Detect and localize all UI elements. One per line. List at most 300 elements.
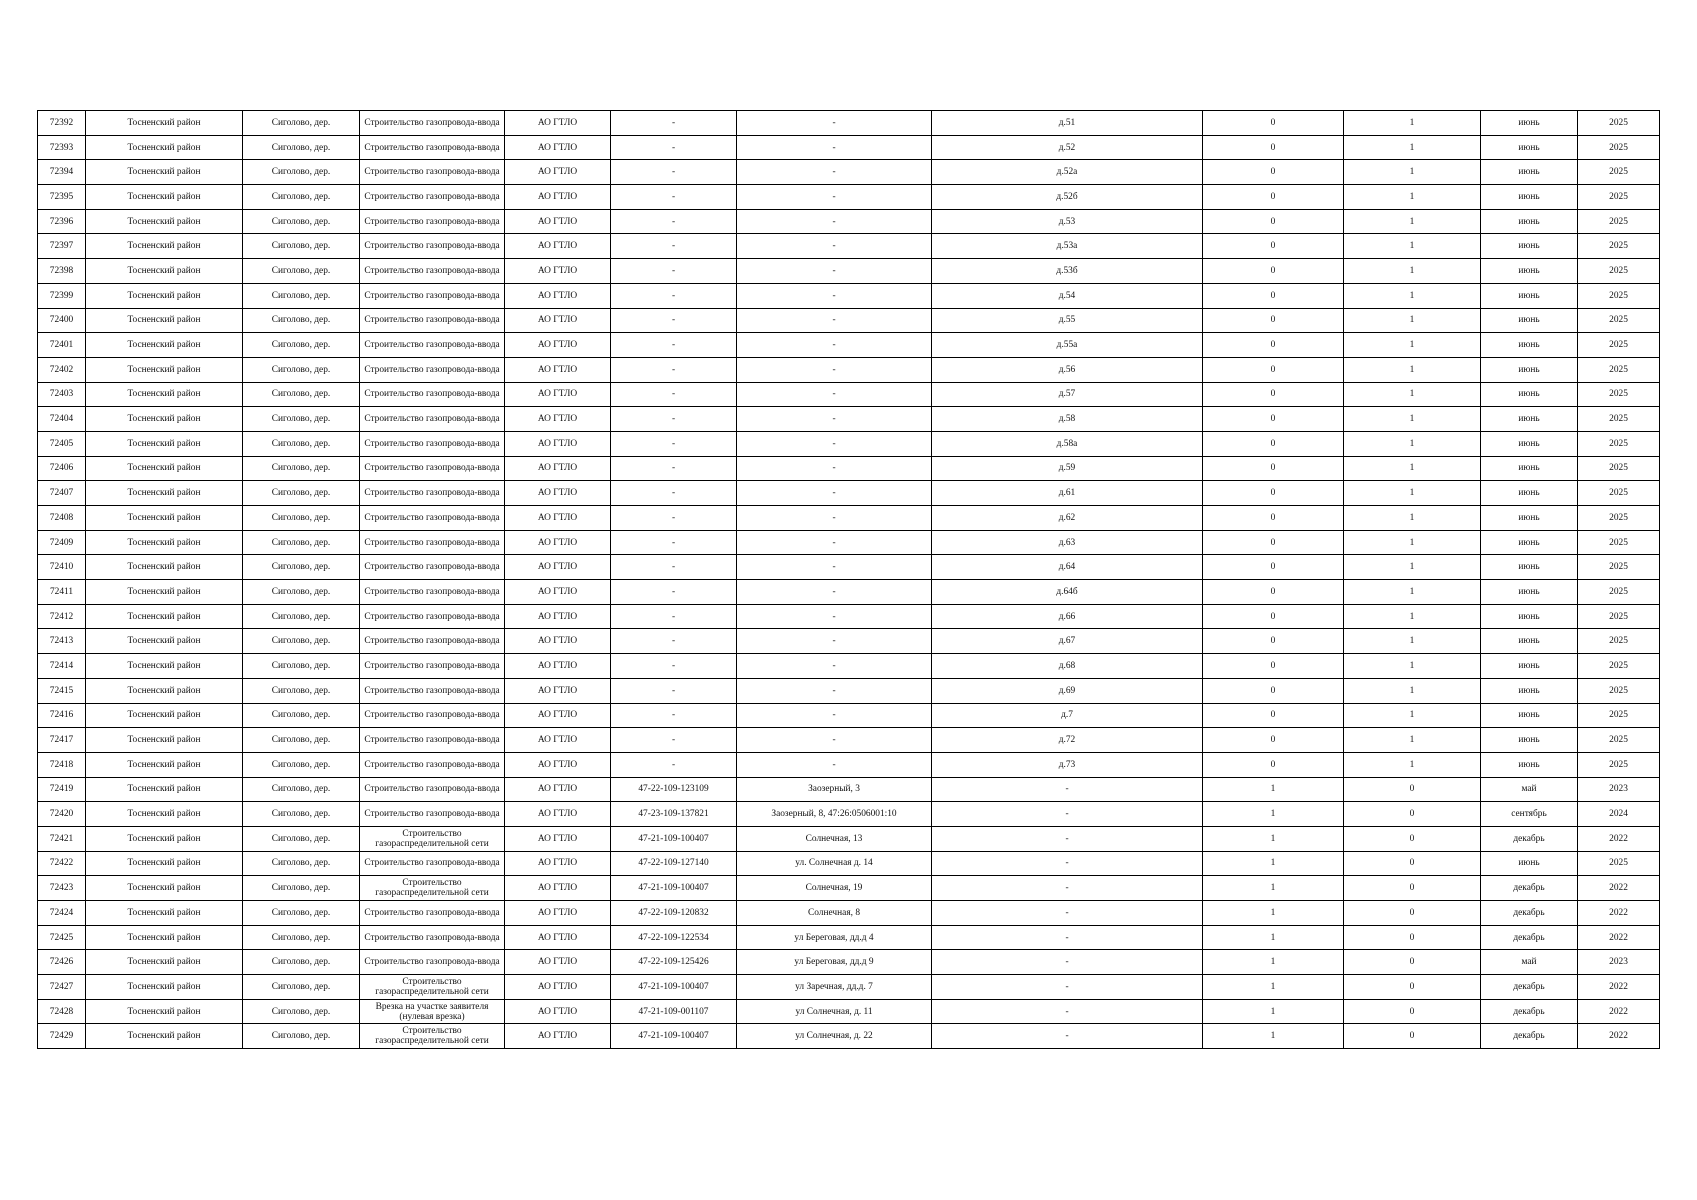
address-cell: - xyxy=(737,604,932,629)
year-cell: 2025 xyxy=(1578,357,1660,382)
month-cell: декабрь xyxy=(1481,925,1578,950)
house-cell: - xyxy=(932,777,1203,802)
settlement-cell: Сиголово, дер. xyxy=(243,357,360,382)
organization-cell: АО ГТЛО xyxy=(505,481,611,506)
address-cell: - xyxy=(737,135,932,160)
organization-cell: АО ГТЛО xyxy=(505,506,611,531)
year-cell: 2025 xyxy=(1578,604,1660,629)
month-cell: июнь xyxy=(1481,728,1578,753)
house-cell: д.55а xyxy=(932,333,1203,358)
organization-cell: АО ГТЛО xyxy=(505,234,611,259)
year-cell: 2025 xyxy=(1578,530,1660,555)
house-cell: д.53б xyxy=(932,259,1203,284)
district-cell: Тосненский район xyxy=(86,456,243,481)
district-cell: Тосненский район xyxy=(86,752,243,777)
organization-cell: АО ГТЛО xyxy=(505,580,611,605)
settlement-cell: Сиголово, дер. xyxy=(243,678,360,703)
organization-cell: АО ГТЛО xyxy=(505,802,611,827)
work-type-cell: Строительство газопровода-ввода xyxy=(360,234,505,259)
count-a-cell: 0 xyxy=(1203,678,1344,703)
count-a-cell: 0 xyxy=(1203,580,1344,605)
year-cell: 2025 xyxy=(1578,851,1660,876)
organization-cell: АО ГТЛО xyxy=(505,135,611,160)
address-cell: - xyxy=(737,209,932,234)
table-row xyxy=(38,185,1660,210)
count-b-cell: 1 xyxy=(1344,456,1481,481)
settlement-cell: Сиголово, дер. xyxy=(243,308,360,333)
work-type-cell: Строительство газопровода-ввода xyxy=(360,135,505,160)
settlement-cell: Сиголово, дер. xyxy=(243,851,360,876)
count-a-cell: 0 xyxy=(1203,234,1344,259)
application-number-cell: - xyxy=(611,234,737,259)
year-cell: 2025 xyxy=(1578,703,1660,728)
month-cell: июнь xyxy=(1481,555,1578,580)
house-cell: д.53 xyxy=(932,209,1203,234)
organization-cell: АО ГТЛО xyxy=(505,777,611,802)
count-a-cell: 0 xyxy=(1203,283,1344,308)
month-cell: декабрь xyxy=(1481,901,1578,926)
settlement-cell: Сиголово, дер. xyxy=(243,530,360,555)
house-cell: д.54 xyxy=(932,283,1203,308)
count-a-cell: 0 xyxy=(1203,481,1344,506)
address-cell: - xyxy=(737,283,932,308)
work-type-cell: Строительство газопровода-ввода xyxy=(360,629,505,654)
count-b-cell: 1 xyxy=(1344,160,1481,185)
address-cell: Солнечная, 8 xyxy=(737,901,932,926)
application-number-cell: - xyxy=(611,678,737,703)
month-cell: декабрь xyxy=(1481,1024,1578,1049)
settlement-cell: Сиголово, дер. xyxy=(243,407,360,432)
district-cell: Тосненский район xyxy=(86,308,243,333)
count-b-cell: 0 xyxy=(1344,802,1481,827)
application-number-cell: 47-21-109-100407 xyxy=(611,1024,737,1049)
application-number-cell: - xyxy=(611,259,737,284)
work-type-cell: Строительство газопровода-ввода xyxy=(360,407,505,432)
row-number-cell: 72422 xyxy=(38,851,86,876)
district-cell: Тосненский район xyxy=(86,728,243,753)
year-cell: 2025 xyxy=(1578,481,1660,506)
count-a-cell: 0 xyxy=(1203,135,1344,160)
count-a-cell: 0 xyxy=(1203,382,1344,407)
work-type-cell: Строительство газопровода-ввода xyxy=(360,703,505,728)
district-cell: Тосненский район xyxy=(86,777,243,802)
application-number-cell: - xyxy=(611,530,737,555)
count-a-cell: 0 xyxy=(1203,456,1344,481)
work-type-cell: Строительство газопровода-ввода xyxy=(360,333,505,358)
table-row xyxy=(38,160,1660,185)
settlement-cell: Сиголово, дер. xyxy=(243,876,360,901)
count-a-cell: 0 xyxy=(1203,111,1344,136)
work-type-cell: Строительство газопровода-ввода xyxy=(360,728,505,753)
month-cell: июнь xyxy=(1481,703,1578,728)
settlement-cell: Сиголово, дер. xyxy=(243,259,360,284)
organization-cell: АО ГТЛО xyxy=(505,678,611,703)
year-cell: 2025 xyxy=(1578,752,1660,777)
count-b-cell: 1 xyxy=(1344,703,1481,728)
month-cell: декабрь xyxy=(1481,999,1578,1024)
district-cell: Тосненский район xyxy=(86,950,243,975)
year-cell: 2023 xyxy=(1578,950,1660,975)
organization-cell: АО ГТЛО xyxy=(505,950,611,975)
table-row xyxy=(38,456,1660,481)
count-a-cell: 1 xyxy=(1203,826,1344,851)
count-b-cell: 1 xyxy=(1344,185,1481,210)
settlement-cell: Сиголово, дер. xyxy=(243,925,360,950)
district-cell: Тосненский район xyxy=(86,678,243,703)
year-cell: 2025 xyxy=(1578,580,1660,605)
row-number-cell: 72406 xyxy=(38,456,86,481)
table-row xyxy=(38,703,1660,728)
month-cell: июнь xyxy=(1481,604,1578,629)
table-row xyxy=(38,431,1660,456)
work-type-cell: Строительство газопровода-ввода xyxy=(360,259,505,284)
count-a-cell: 0 xyxy=(1203,209,1344,234)
organization-cell: АО ГТЛО xyxy=(505,975,611,1000)
table-row xyxy=(38,752,1660,777)
year-cell: 2025 xyxy=(1578,728,1660,753)
organization-cell: АО ГТЛО xyxy=(505,185,611,210)
application-number-cell: - xyxy=(611,555,737,580)
application-number-cell: 47-21-109-001107 xyxy=(611,999,737,1024)
house-cell: д.59 xyxy=(932,456,1203,481)
district-cell: Тосненский район xyxy=(86,357,243,382)
work-type-cell: Строительство газопровода-ввода xyxy=(360,752,505,777)
district-cell: Тосненский район xyxy=(86,851,243,876)
row-number-cell: 72405 xyxy=(38,431,86,456)
year-cell: 2023 xyxy=(1578,777,1660,802)
settlement-cell: Сиголово, дер. xyxy=(243,901,360,926)
count-b-cell: 0 xyxy=(1344,876,1481,901)
district-cell: Тосненский район xyxy=(86,481,243,506)
work-type-cell: Строительство газопровода-ввода xyxy=(360,382,505,407)
count-a-cell: 1 xyxy=(1203,1024,1344,1049)
district-cell: Тосненский район xyxy=(86,580,243,605)
count-b-cell: 1 xyxy=(1344,234,1481,259)
settlement-cell: Сиголово, дер. xyxy=(243,431,360,456)
organization-cell: АО ГТЛО xyxy=(505,160,611,185)
table-row xyxy=(38,234,1660,259)
work-type-cell: Строительство газопровода-ввода xyxy=(360,580,505,605)
organization-cell: АО ГТЛО xyxy=(505,752,611,777)
row-number-cell: 72394 xyxy=(38,160,86,185)
address-cell: - xyxy=(737,357,932,382)
address-cell: ул Солнечная, д. 11 xyxy=(737,999,932,1024)
application-number-cell: - xyxy=(611,283,737,308)
house-cell: д.73 xyxy=(932,752,1203,777)
settlement-cell: Сиголово, дер. xyxy=(243,481,360,506)
application-number-cell: - xyxy=(611,431,737,456)
table-row xyxy=(38,802,1660,827)
work-type-cell: Строительство газопровода-ввода xyxy=(360,802,505,827)
settlement-cell: Сиголово, дер. xyxy=(243,283,360,308)
address-cell: ул. Солнечная д. 14 xyxy=(737,851,932,876)
house-cell: д.64 xyxy=(932,555,1203,580)
count-b-cell: 1 xyxy=(1344,506,1481,531)
district-cell: Тосненский район xyxy=(86,604,243,629)
organization-cell: АО ГТЛО xyxy=(505,999,611,1024)
row-number-cell: 72415 xyxy=(38,678,86,703)
house-cell: д.58 xyxy=(932,407,1203,432)
house-cell: - xyxy=(932,925,1203,950)
row-number-cell: 72417 xyxy=(38,728,86,753)
application-number-cell: - xyxy=(611,209,737,234)
count-a-cell: 1 xyxy=(1203,999,1344,1024)
year-cell: 2022 xyxy=(1578,925,1660,950)
house-cell: д.55 xyxy=(932,308,1203,333)
count-a-cell: 0 xyxy=(1203,160,1344,185)
address-cell: ул Береговая, дд.д 4 xyxy=(737,925,932,950)
work-type-cell: Строительство газораспределительной сети xyxy=(360,975,505,1000)
settlement-cell: Сиголово, дер. xyxy=(243,802,360,827)
work-type-cell: Строительство газопровода-ввода xyxy=(360,456,505,481)
work-type-cell: Строительство газопровода-ввода xyxy=(360,530,505,555)
application-number-cell: 47-23-109-137821 xyxy=(611,802,737,827)
row-number-cell: 72424 xyxy=(38,901,86,926)
year-cell: 2025 xyxy=(1578,382,1660,407)
organization-cell: АО ГТЛО xyxy=(505,703,611,728)
year-cell: 2025 xyxy=(1578,185,1660,210)
organization-cell: АО ГТЛО xyxy=(505,1024,611,1049)
settlement-cell: Сиголово, дер. xyxy=(243,580,360,605)
work-type-cell: Строительство газопровода-ввода xyxy=(360,481,505,506)
work-type-cell: Строительство газопровода-ввода xyxy=(360,308,505,333)
year-cell: 2025 xyxy=(1578,308,1660,333)
row-number-cell: 72392 xyxy=(38,111,86,136)
count-a-cell: 0 xyxy=(1203,185,1344,210)
district-cell: Тосненский район xyxy=(86,160,243,185)
district-cell: Тосненский район xyxy=(86,1024,243,1049)
table-row xyxy=(38,481,1660,506)
count-b-cell: 1 xyxy=(1344,431,1481,456)
month-cell: июнь xyxy=(1481,135,1578,160)
district-cell: Тосненский район xyxy=(86,234,243,259)
table-row xyxy=(38,950,1660,975)
table-row xyxy=(38,975,1660,1000)
settlement-cell: Сиголово, дер. xyxy=(243,826,360,851)
table-row xyxy=(38,135,1660,160)
month-cell: декабрь xyxy=(1481,876,1578,901)
month-cell: июнь xyxy=(1481,580,1578,605)
house-cell: - xyxy=(932,802,1203,827)
organization-cell: АО ГТЛО xyxy=(505,456,611,481)
table-row xyxy=(38,111,1660,136)
address-cell: - xyxy=(737,456,932,481)
month-cell: июнь xyxy=(1481,407,1578,432)
table-row xyxy=(38,382,1660,407)
address-cell: - xyxy=(737,678,932,703)
address-cell: - xyxy=(737,703,932,728)
address-cell: - xyxy=(737,629,932,654)
table-row xyxy=(38,580,1660,605)
count-a-cell: 1 xyxy=(1203,975,1344,1000)
row-number-cell: 72419 xyxy=(38,777,86,802)
year-cell: 2022 xyxy=(1578,901,1660,926)
month-cell: июнь xyxy=(1481,678,1578,703)
count-b-cell: 0 xyxy=(1344,826,1481,851)
table-row xyxy=(38,999,1660,1024)
district-cell: Тосненский район xyxy=(86,826,243,851)
year-cell: 2025 xyxy=(1578,629,1660,654)
month-cell: июнь xyxy=(1481,456,1578,481)
work-type-cell: Строительство газопровода-ввода xyxy=(360,555,505,580)
year-cell: 2025 xyxy=(1578,283,1660,308)
organization-cell: АО ГТЛО xyxy=(505,283,611,308)
row-number-cell: 72409 xyxy=(38,530,86,555)
year-cell: 2025 xyxy=(1578,259,1660,284)
row-number-cell: 72426 xyxy=(38,950,86,975)
district-cell: Тосненский район xyxy=(86,901,243,926)
count-a-cell: 0 xyxy=(1203,308,1344,333)
settlement-cell: Сиголово, дер. xyxy=(243,135,360,160)
house-cell: д.7 xyxy=(932,703,1203,728)
district-cell: Тосненский район xyxy=(86,555,243,580)
count-b-cell: 1 xyxy=(1344,728,1481,753)
table-row xyxy=(38,629,1660,654)
organization-cell: АО ГТЛО xyxy=(505,728,611,753)
count-a-cell: 1 xyxy=(1203,901,1344,926)
district-cell: Тосненский район xyxy=(86,209,243,234)
count-b-cell: 0 xyxy=(1344,950,1481,975)
settlement-cell: Сиголово, дер. xyxy=(243,185,360,210)
year-cell: 2025 xyxy=(1578,111,1660,136)
count-b-cell: 0 xyxy=(1344,925,1481,950)
month-cell: декабрь xyxy=(1481,826,1578,851)
work-type-cell: Строительство газопровода-ввода xyxy=(360,851,505,876)
month-cell: июнь xyxy=(1481,629,1578,654)
settlement-cell: Сиголово, дер. xyxy=(243,555,360,580)
row-number-cell: 72407 xyxy=(38,481,86,506)
district-cell: Тосненский район xyxy=(86,925,243,950)
application-number-cell: - xyxy=(611,728,737,753)
district-cell: Тосненский район xyxy=(86,135,243,160)
row-number-cell: 72395 xyxy=(38,185,86,210)
month-cell: май xyxy=(1481,777,1578,802)
year-cell: 2025 xyxy=(1578,160,1660,185)
row-number-cell: 72396 xyxy=(38,209,86,234)
month-cell: июнь xyxy=(1481,160,1578,185)
count-b-cell: 1 xyxy=(1344,530,1481,555)
work-type-cell: Строительство газопровода-ввода xyxy=(360,506,505,531)
organization-cell: АО ГТЛО xyxy=(505,357,611,382)
work-type-cell: Строительство газопровода-ввода xyxy=(360,185,505,210)
address-cell: ул Заречная, дд.д. 7 xyxy=(737,975,932,1000)
row-number-cell: 72408 xyxy=(38,506,86,531)
address-cell: - xyxy=(737,555,932,580)
table-row xyxy=(38,777,1660,802)
table-row xyxy=(38,407,1660,432)
table-row xyxy=(38,530,1660,555)
row-number-cell: 72427 xyxy=(38,975,86,1000)
year-cell: 2025 xyxy=(1578,506,1660,531)
row-number-cell: 72401 xyxy=(38,333,86,358)
work-type-cell: Строительство газопровода-ввода xyxy=(360,678,505,703)
house-cell: д.69 xyxy=(932,678,1203,703)
count-a-cell: 0 xyxy=(1203,530,1344,555)
address-cell: - xyxy=(737,752,932,777)
organization-cell: АО ГТЛО xyxy=(505,629,611,654)
count-b-cell: 0 xyxy=(1344,901,1481,926)
year-cell: 2025 xyxy=(1578,431,1660,456)
house-cell: д.57 xyxy=(932,382,1203,407)
month-cell: июнь xyxy=(1481,209,1578,234)
settlement-cell: Сиголово, дер. xyxy=(243,209,360,234)
month-cell: июнь xyxy=(1481,851,1578,876)
row-number-cell: 72423 xyxy=(38,876,86,901)
address-cell: Солнечная, 13 xyxy=(737,826,932,851)
application-number-cell: - xyxy=(611,580,737,605)
year-cell: 2025 xyxy=(1578,209,1660,234)
count-a-cell: 1 xyxy=(1203,876,1344,901)
work-type-cell: Строительство газопровода-ввода xyxy=(360,160,505,185)
house-cell: д.61 xyxy=(932,481,1203,506)
application-number-cell: - xyxy=(611,160,737,185)
year-cell: 2022 xyxy=(1578,826,1660,851)
application-number-cell: - xyxy=(611,456,737,481)
address-cell: - xyxy=(737,333,932,358)
organization-cell: АО ГТЛО xyxy=(505,259,611,284)
house-cell: д.66 xyxy=(932,604,1203,629)
count-b-cell: 1 xyxy=(1344,555,1481,580)
count-b-cell: 1 xyxy=(1344,654,1481,679)
application-number-cell: 47-21-109-100407 xyxy=(611,826,737,851)
month-cell: июнь xyxy=(1481,333,1578,358)
settlement-cell: Сиголово, дер. xyxy=(243,629,360,654)
house-cell: д.62 xyxy=(932,506,1203,531)
row-number-cell: 72425 xyxy=(38,925,86,950)
work-type-cell: Строительство газопровода-ввода xyxy=(360,654,505,679)
work-type-cell: Строительство газопровода-ввода xyxy=(360,901,505,926)
month-cell: сентябрь xyxy=(1481,802,1578,827)
settlement-cell: Сиголово, дер. xyxy=(243,234,360,259)
organization-cell: АО ГТЛО xyxy=(505,901,611,926)
application-number-cell: - xyxy=(611,407,737,432)
organization-cell: АО ГТЛО xyxy=(505,209,611,234)
address-cell: - xyxy=(737,506,932,531)
count-b-cell: 1 xyxy=(1344,604,1481,629)
count-b-cell: 1 xyxy=(1344,308,1481,333)
settlement-cell: Сиголово, дер. xyxy=(243,777,360,802)
table-row xyxy=(38,308,1660,333)
address-cell: ул Береговая, дд.д 9 xyxy=(737,950,932,975)
application-number-cell: - xyxy=(611,308,737,333)
year-cell: 2025 xyxy=(1578,407,1660,432)
table-row xyxy=(38,283,1660,308)
count-a-cell: 0 xyxy=(1203,333,1344,358)
row-number-cell: 72428 xyxy=(38,999,86,1024)
organization-cell: АО ГТЛО xyxy=(505,530,611,555)
count-a-cell: 0 xyxy=(1203,629,1344,654)
count-a-cell: 0 xyxy=(1203,728,1344,753)
table-row xyxy=(38,604,1660,629)
row-number-cell: 72420 xyxy=(38,802,86,827)
house-cell: - xyxy=(932,999,1203,1024)
row-number-cell: 72399 xyxy=(38,283,86,308)
year-cell: 2022 xyxy=(1578,1024,1660,1049)
application-number-cell: - xyxy=(611,357,737,382)
count-a-cell: 0 xyxy=(1203,357,1344,382)
count-b-cell: 0 xyxy=(1344,975,1481,1000)
house-cell: - xyxy=(932,1024,1203,1049)
district-cell: Тосненский район xyxy=(86,259,243,284)
district-cell: Тосненский район xyxy=(86,975,243,1000)
table-row xyxy=(38,1024,1660,1049)
count-b-cell: 1 xyxy=(1344,407,1481,432)
month-cell: июнь xyxy=(1481,283,1578,308)
row-number-cell: 72412 xyxy=(38,604,86,629)
count-a-cell: 1 xyxy=(1203,950,1344,975)
work-type-cell: Строительство газопровода-ввода xyxy=(360,357,505,382)
address-cell: Солнечная, 19 xyxy=(737,876,932,901)
